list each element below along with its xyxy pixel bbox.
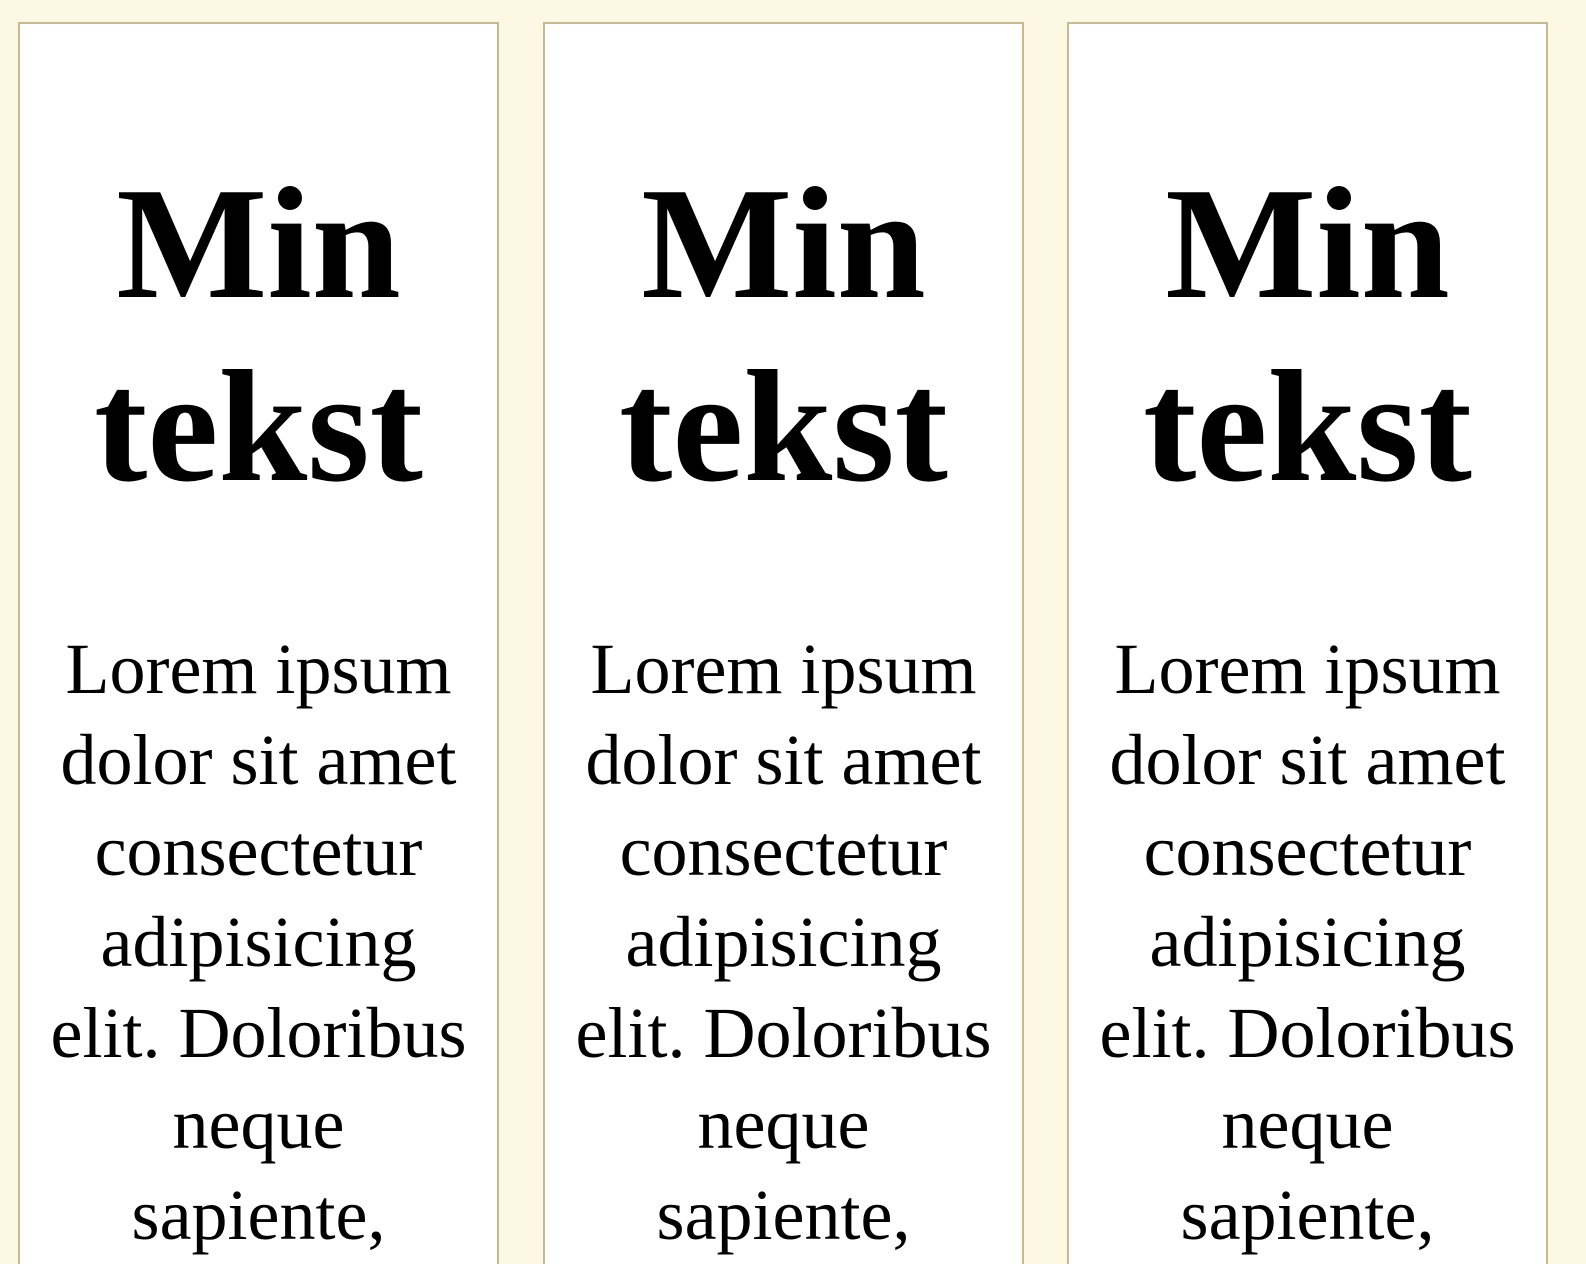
card-body-line: elit. Doloribus xyxy=(50,993,467,1073)
card-body-line: neque xyxy=(1221,1084,1394,1164)
card-title-line-2: tekst xyxy=(94,337,423,515)
card-title xyxy=(1069,152,1546,518)
card-body-line: neque xyxy=(697,1084,870,1164)
card-body-line: neque xyxy=(172,1084,345,1164)
text-card-2 xyxy=(543,22,1024,1264)
card-body-line: dolor sit amet xyxy=(585,720,982,800)
card-body-line: dolor sit amet xyxy=(1109,720,1506,800)
card-title-line-1: Min xyxy=(641,154,926,332)
card-title-line-1: Min xyxy=(1165,154,1450,332)
card-body-line: adipisicing xyxy=(625,902,942,982)
card-title-line-2: tekst xyxy=(1143,337,1472,515)
card-body-line: Lorem ipsum xyxy=(1114,629,1501,709)
text-card-3 xyxy=(1067,22,1548,1264)
text-card-1 xyxy=(18,22,499,1264)
card-title-line-1: Min xyxy=(116,154,401,332)
card-title xyxy=(545,152,1022,518)
card-body-line: adipisicing xyxy=(100,902,417,982)
card-body-line: consectetur xyxy=(1143,811,1472,891)
card-body-text xyxy=(545,624,1022,1261)
card-body-line: consectetur xyxy=(94,811,423,891)
card-body-text xyxy=(20,624,497,1261)
card-title-line-2: tekst xyxy=(619,337,948,515)
card-body-line: Lorem ipsum xyxy=(65,629,452,709)
card-body-line: dolor sit amet xyxy=(60,720,457,800)
card-body-line: elit. Doloribus xyxy=(575,993,992,1073)
card-body-line: Lorem ipsum xyxy=(590,629,977,709)
card-body-text xyxy=(1069,624,1546,1261)
card-body-line: sapiente, xyxy=(1180,1175,1435,1255)
card-body-line: elit. Doloribus xyxy=(1099,993,1516,1073)
card-body-line: consectetur xyxy=(619,811,948,891)
card-body-line: sapiente, xyxy=(131,1175,386,1255)
card-body-line: adipisicing xyxy=(1149,902,1466,982)
card-body-line: sapiente, xyxy=(656,1175,911,1255)
card-title xyxy=(20,152,497,518)
